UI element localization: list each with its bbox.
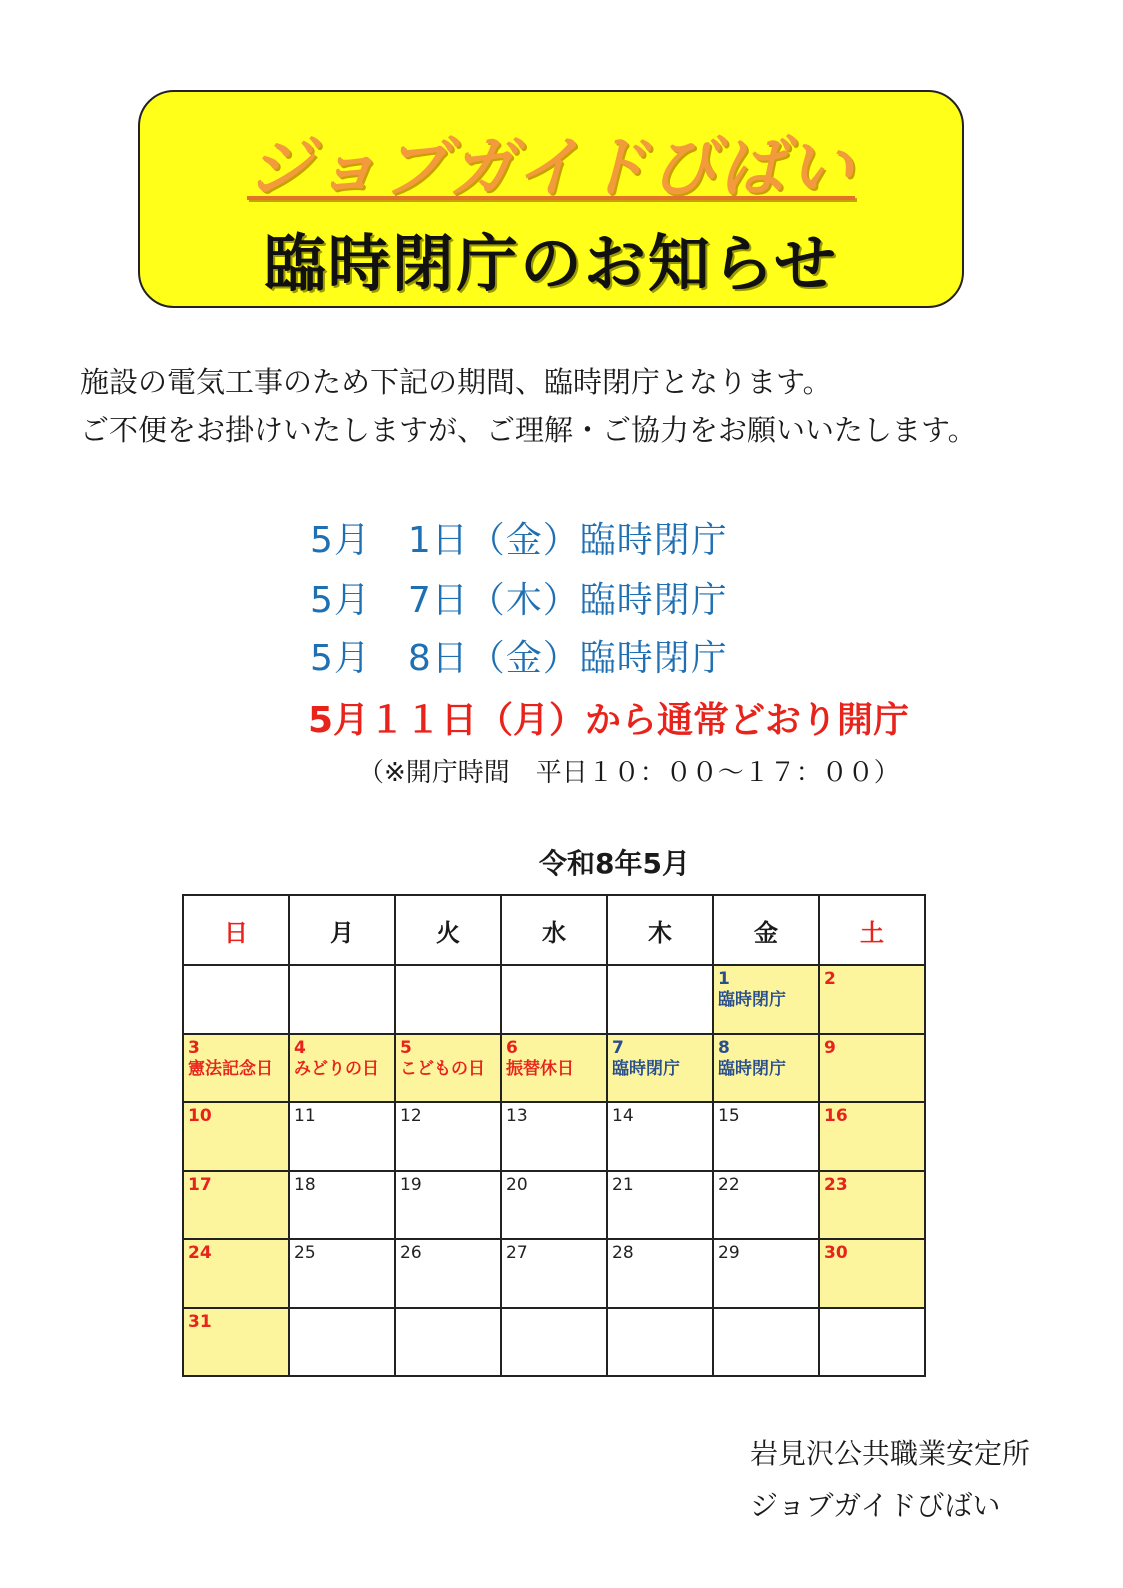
calendar-cell-empty <box>819 1308 925 1377</box>
calendar-cell-empty <box>607 965 713 1034</box>
day-number: 17 <box>188 1174 212 1195</box>
day-note: みどりの日 <box>294 1058 379 1079</box>
calendar-day-15 <box>713 1102 819 1171</box>
day-note: こどもの日 <box>400 1058 485 1079</box>
opening-hours: （※開庁時間 平日１０：００～１７：００） <box>358 758 900 788</box>
weekday-sat: 土 <box>819 895 925 965</box>
calendar-week-6 <box>183 1308 925 1377</box>
calendar-day-1 <box>713 965 819 1034</box>
calendar-day-26 <box>395 1239 501 1308</box>
calendar-header-row <box>183 895 925 965</box>
day-number: 7 <box>612 1037 624 1058</box>
calendar-day-2 <box>819 965 925 1034</box>
calendar-cell-empty <box>289 965 395 1034</box>
day-number: 12 <box>400 1106 422 1126</box>
banner-title <box>140 114 962 209</box>
day-number: 3 <box>188 1037 200 1058</box>
calendar-day-11 <box>289 1102 395 1171</box>
day-number: 31 <box>188 1311 212 1332</box>
calendar-day-18 <box>289 1171 395 1240</box>
day-number: 5 <box>400 1037 412 1058</box>
calendar-week-3 <box>183 1102 925 1171</box>
day-number: 10 <box>188 1106 212 1126</box>
calendar-day-9 <box>819 1034 925 1103</box>
day-number: 18 <box>294 1174 316 1195</box>
day-note: 振替休日 <box>506 1058 574 1079</box>
calendar-day-8 <box>713 1034 819 1103</box>
footer-name: ジョブガイドびばい <box>750 1489 1001 1522</box>
calendar-day-14 <box>607 1102 713 1171</box>
day-note: 憲法記念日 <box>188 1058 273 1079</box>
calendar-cell-empty <box>607 1308 713 1377</box>
calendar-day-17 <box>183 1171 289 1240</box>
footer <box>750 1428 1030 1532</box>
closure-date-2: 5月 7日（木）臨時閉庁 <box>310 580 728 621</box>
banner-title-text: ジョブガイドびばい <box>246 129 856 206</box>
weekday-sun: 日 <box>183 895 289 965</box>
day-number: 14 <box>612 1106 634 1126</box>
day-number: 9 <box>824 1037 836 1058</box>
calendar-day-6 <box>501 1034 607 1103</box>
day-number: 2 <box>824 969 836 989</box>
calendar-day-22 <box>713 1171 819 1240</box>
day-number: 15 <box>718 1106 740 1126</box>
closure-date-1: 5月 1日（金）臨時閉庁 <box>310 520 728 561</box>
weekday-mon: 月 <box>289 895 395 965</box>
intro-line-2: ご不便をお掛けいたしますが、ご理解・ご協力をお願いいたします。 <box>80 413 977 447</box>
day-number: 23 <box>824 1174 848 1195</box>
reopen-notice: 5月１１日（月）から通常どおり開庁 <box>308 700 910 741</box>
day-number: 8 <box>718 1037 730 1058</box>
day-number: 11 <box>294 1106 316 1126</box>
calendar-day-7 <box>607 1034 713 1103</box>
weekday-tue: 火 <box>395 895 501 965</box>
calendar-day-13 <box>501 1102 607 1171</box>
calendar-day-19 <box>395 1171 501 1240</box>
day-number: 6 <box>506 1037 518 1058</box>
closure-date-3: 5月 8日（金）臨時閉庁 <box>310 638 728 679</box>
day-number: 21 <box>612 1174 634 1195</box>
intro-text <box>80 358 977 454</box>
day-number: 29 <box>718 1243 740 1263</box>
calendar-day-29 <box>713 1239 819 1308</box>
calendar-cell-empty <box>713 1308 819 1377</box>
weekday-wed: 水 <box>501 895 607 965</box>
intro-line-1: 施設の電気工事のため下記の期間、臨時閉庁となります。 <box>80 365 832 399</box>
calendar-day-16 <box>819 1102 925 1171</box>
calendar-cell-empty <box>501 1308 607 1377</box>
calendar-cell-empty <box>395 965 501 1034</box>
calendar-day-28 <box>607 1239 713 1308</box>
calendar-cell-empty <box>289 1308 395 1377</box>
day-number: 24 <box>188 1243 212 1263</box>
day-number: 28 <box>612 1243 634 1263</box>
day-number: 16 <box>824 1106 848 1126</box>
calendar-day-24 <box>183 1239 289 1308</box>
calendar-table <box>182 894 926 1377</box>
day-number: 26 <box>400 1243 422 1263</box>
day-note: 臨時閉庁 <box>612 1058 680 1079</box>
day-number: 1 <box>718 969 730 989</box>
calendar-cell-empty <box>395 1308 501 1377</box>
calendar-title <box>0 842 1123 882</box>
footer-org: 岩見沢公共職業安定所 <box>750 1437 1031 1470</box>
day-number: 20 <box>506 1174 528 1195</box>
weekday-fri: 金 <box>713 895 819 965</box>
day-number: 22 <box>718 1174 740 1195</box>
calendar-day-5 <box>395 1034 501 1103</box>
calendar-day-20 <box>501 1171 607 1240</box>
calendar-title-text: 令和8年5月 <box>539 847 690 880</box>
calendar-cell-empty <box>183 965 289 1034</box>
title-banner <box>138 90 964 308</box>
weekday-thu: 木 <box>607 895 713 965</box>
calendar-day-10 <box>183 1102 289 1171</box>
calendar-day-27 <box>501 1239 607 1308</box>
day-number: 4 <box>294 1037 306 1058</box>
day-number: 30 <box>824 1243 848 1263</box>
day-number: 25 <box>294 1243 316 1263</box>
calendar-day-21 <box>607 1171 713 1240</box>
calendar-day-25 <box>289 1239 395 1308</box>
calendar-week-4 <box>183 1171 925 1240</box>
calendar-day-12 <box>395 1102 501 1171</box>
calendar-week-1 <box>183 965 925 1034</box>
day-number: 19 <box>400 1174 422 1195</box>
calendar-day-23 <box>819 1171 925 1240</box>
calendar-day-30 <box>819 1239 925 1308</box>
calendar-day-4 <box>289 1034 395 1103</box>
day-number: 27 <box>506 1243 528 1263</box>
calendar-week-2 <box>183 1034 925 1103</box>
calendar-day-3 <box>183 1034 289 1103</box>
day-note: 臨時閉庁 <box>718 1058 786 1079</box>
calendar-cell-empty <box>501 965 607 1034</box>
day-number: 13 <box>506 1106 528 1126</box>
banner-subtitle: 臨時閉庁のお知らせ <box>263 227 839 300</box>
calendar-week-5 <box>183 1239 925 1308</box>
day-note: 臨時閉庁 <box>718 990 786 1010</box>
calendar-day-31 <box>183 1308 289 1377</box>
